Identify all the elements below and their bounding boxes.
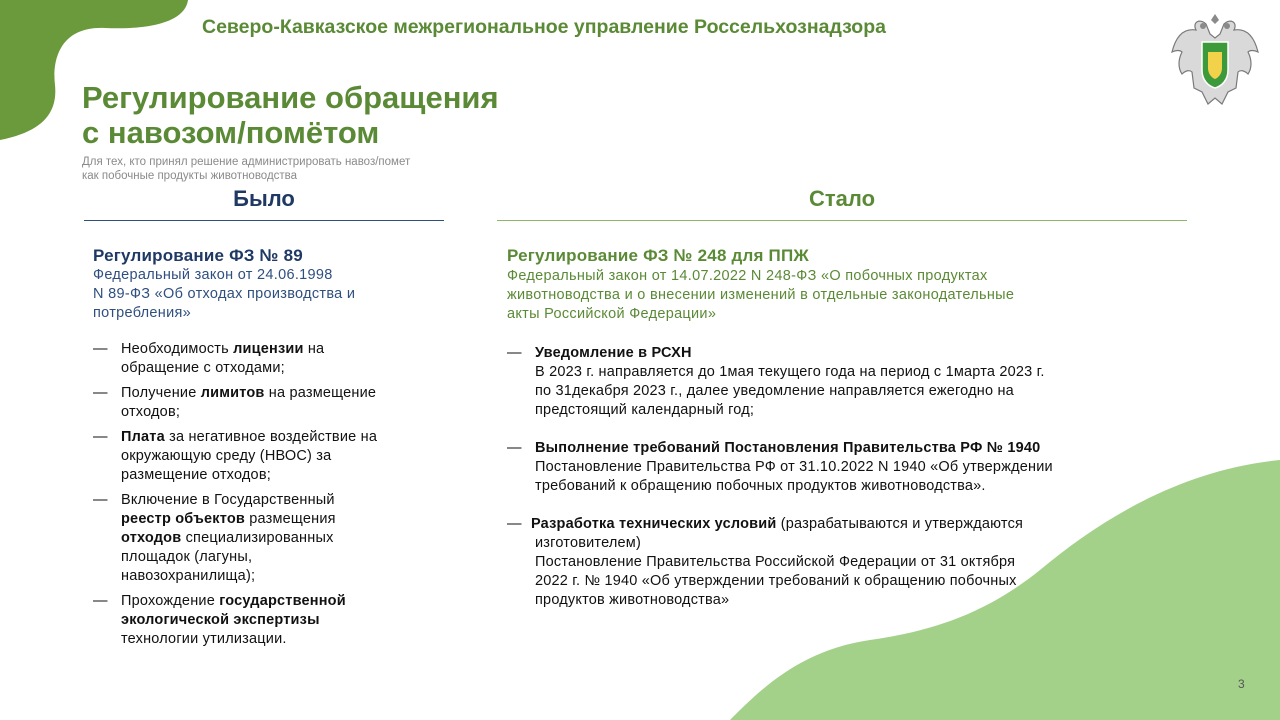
item-text: за негативное воздействие на [164,429,378,445]
after-law-desc-line-1: Федеральный закон от 14.07.2022 N 248-ФЗ «О побочных продуктах [507,268,988,284]
page-title [82,80,499,150]
item-text: Прохождение [121,593,220,609]
item-bold-text: отходов [121,530,182,546]
page-subtitle-line-1: Для тех, кто принял решение администрировать навоз/помет [82,156,411,168]
after-law-title: Регулирование ФЗ № 248 для ППЖ [507,246,809,265]
column-heading-after: Стало [808,186,876,211]
page-number: 3 [1238,677,1245,691]
item-text: Постановление Правительства РФ от 31.10.2022 N 1940 «Об утверждении [535,459,1053,475]
item-text: Постановление Правительства Российской Федерации от 31 октября [535,554,1016,570]
bullet-dash: — [93,492,108,508]
list-item [93,384,443,422]
item-bold-text: Уведомление в РСХН [535,345,692,361]
before-law-description [93,266,423,323]
item-text: размещение отходов; [121,467,271,483]
bullet-dash: — [93,385,108,401]
item-text: Получение [121,385,201,401]
before-law-desc-line-2: N 89-ФЗ «Об отходах производства и [93,286,356,302]
before-law-desc-line-1: Федеральный закон от 24.06.1998 [93,267,333,283]
list-item [93,340,443,378]
page-subtitle-line-2: как побочные продукты животноводства [82,170,298,182]
item-bold-text: Выполнение требований Постановления Правительства РФ № 1940 [535,440,1041,456]
item-bold-text: Разработка технических условий [531,516,777,532]
after-law-desc-line-3: акты Российской Федерации» [507,306,717,322]
divider-before [84,220,444,221]
item-text: окружающую среду (НВОС) за [121,448,332,464]
item-bold-text: лицензии [233,341,304,357]
before-law-title: Регулирование ФЗ № 89 [93,246,303,265]
item-text: по 31декабря 2023 г., далее уведомление направляется ежегодно на [535,383,1014,399]
bullet-dash: — [93,341,108,357]
item-bold-text: реестр объектов [121,511,246,527]
bullet-dash: — [507,345,522,361]
item-text: на [303,341,325,357]
before-law-desc-line-3: потребления» [93,305,192,321]
item-text: на размещение [264,385,377,401]
after-requirements-list [507,344,1177,629]
item-text: площадок (лагуны, [121,549,253,565]
item-text: предстоящий календарный год; [535,402,755,418]
list-item [507,344,1177,420]
before-requirements-list [93,340,443,655]
item-bold-text: лимитов [200,385,265,401]
after-law-description [507,267,1147,324]
divider-after [497,220,1187,221]
list-item [507,439,1177,496]
list-item [93,428,443,485]
organization-name: Северо-Кавказское межрегиональное управление Россельхознадзора [202,16,886,38]
item-text: изготовителем) [535,535,641,551]
item-text: В 2023 г. направляется до 1мая текущего года на период с 1марта 2023 г. [535,364,1045,380]
item-bold-text: экологической экспертизы [121,612,320,628]
page-title-line-1: Регулирование обращения [82,80,499,115]
item-text: специализированных [181,530,334,546]
item-text: навозохранилища); [121,568,256,584]
item-text: отходов; [121,404,181,420]
item-text: продуктов животноводства» [535,592,730,608]
bullet-dash: — [93,429,108,445]
bullet-dash: — [507,440,522,456]
list-item [93,491,443,586]
item-text: 2022 г. № 1940 «Об утверждении требований к обращению побочных [535,573,1017,589]
item-text: обращение с отходами; [121,360,285,376]
item-text: размещения [245,511,336,527]
list-item [93,592,443,649]
item-text: технологии утилизации. [121,631,287,647]
item-bold-text: Плата [121,429,165,445]
bullet-dash: — [93,593,108,609]
item-bold-text: государственной [219,593,346,609]
list-item [507,515,1177,610]
bullet-dash: — [507,516,522,532]
item-text: (разрабатываются и утверждаются [776,516,1024,532]
item-text: Необходимость [121,341,234,357]
column-heading-before: Было [233,186,295,211]
page-title-line-2: с навозом/помётом [82,115,380,150]
eagle-emblem-icon [1166,8,1264,112]
item-text: требований к обращению побочных продуктов животноводства». [535,478,986,494]
item-text: Включение в Государственный [121,492,335,508]
page-subtitle [82,155,502,183]
after-law-desc-line-2: животноводства и о внесении изменений в отдельные законодательные [507,287,1015,303]
